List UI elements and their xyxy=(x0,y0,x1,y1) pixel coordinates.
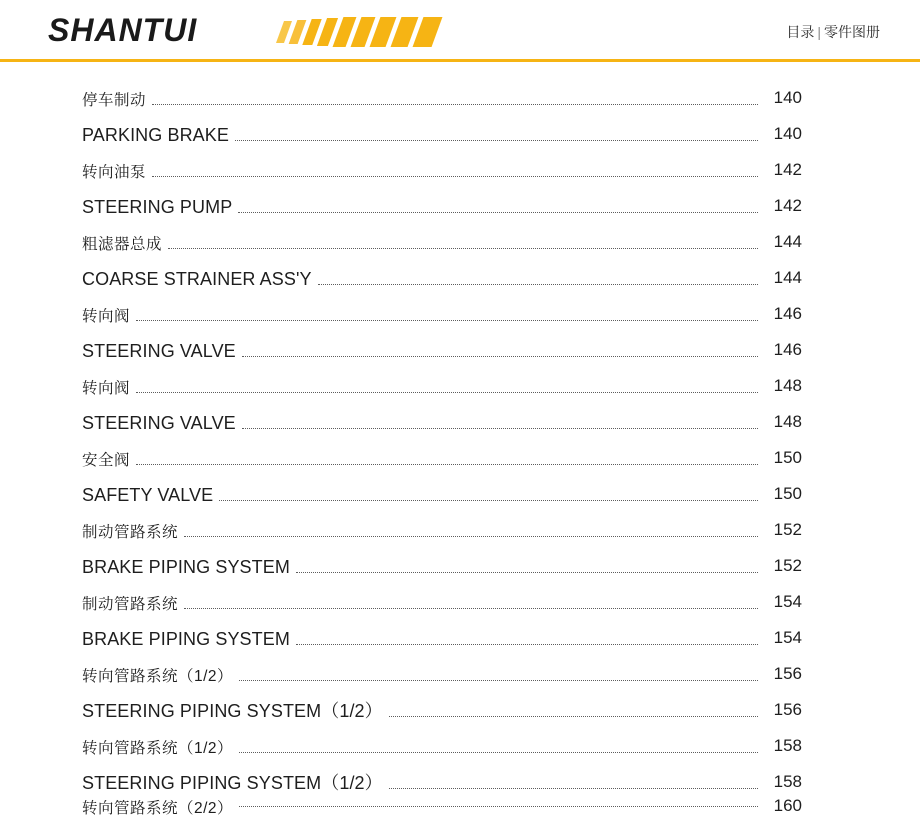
toc-entry-title: 转向油泵 xyxy=(82,163,147,181)
toc-entry[interactable] xyxy=(0,474,920,510)
toc-entry-title: 转向管路系统（2/2） xyxy=(82,799,234,817)
header-breadcrumb xyxy=(786,22,880,42)
toc-entry[interactable] xyxy=(0,222,920,258)
toc-entry[interactable] xyxy=(0,330,920,366)
toc-entry[interactable] xyxy=(0,726,920,762)
toc-entry-title: STEERING VALVE xyxy=(82,341,236,361)
toc-leader-dots xyxy=(242,428,758,429)
toc-entry[interactable] xyxy=(0,438,920,474)
toc-entry[interactable] xyxy=(0,294,920,330)
decorative-stripes xyxy=(280,17,550,47)
toc-entry-title: SAFETY VALVE xyxy=(82,485,214,505)
toc-entry[interactable] xyxy=(0,258,920,294)
toc-leader-dots xyxy=(152,104,758,105)
toc-entry-title: STEERING PIPING SYSTEM（1/2） xyxy=(82,701,383,721)
toc-entry[interactable] xyxy=(0,762,920,798)
toc-leader-dots xyxy=(219,500,758,501)
toc-entry-page-number: 148 xyxy=(773,412,802,431)
toc-entry[interactable] xyxy=(0,618,920,654)
toc-entry-title: STEERING VALVE xyxy=(82,413,236,433)
toc-entry-page-number: 146 xyxy=(773,304,802,323)
toc-entry[interactable] xyxy=(0,78,920,114)
toc-entry-title: 制动管路系统 xyxy=(82,595,179,613)
toc-entry-page-number: 160 xyxy=(773,796,802,815)
toc-leader-dots xyxy=(238,212,758,213)
toc-leader-dots xyxy=(239,752,758,753)
toc-entry[interactable] xyxy=(0,366,920,402)
toc-entry-page-number: 150 xyxy=(773,484,802,503)
toc-entry[interactable] xyxy=(0,690,920,726)
toc-entry[interactable] xyxy=(0,510,920,546)
toc-entry-page-number: 146 xyxy=(773,340,802,359)
toc-entry-page-number: 150 xyxy=(773,448,802,467)
toc-entry-title: BRAKE PIPING SYSTEM xyxy=(82,629,290,649)
toc-entry-page-number: 142 xyxy=(773,196,802,215)
toc-leader-dots xyxy=(168,248,758,249)
toc-entry-title: 转向管路系统（1/2） xyxy=(82,667,234,685)
toc-entry-page-number: 144 xyxy=(773,268,802,287)
toc-entry-title: STEERING PIPING SYSTEM（1/2） xyxy=(82,773,383,793)
toc-entry-page-number: 142 xyxy=(773,160,802,179)
breadcrumb-separator: | xyxy=(817,24,821,40)
toc-leader-dots xyxy=(136,392,758,393)
toc-entry-page-number: 156 xyxy=(773,700,802,719)
toc-leader-dots xyxy=(389,788,758,789)
toc-leader-dots xyxy=(239,806,758,807)
toc-entry-title: 转向阀 xyxy=(82,379,131,397)
toc-entry[interactable] xyxy=(0,186,920,222)
toc-entry-page-number: 152 xyxy=(773,520,802,539)
toc-entry-title: 粗滤器总成 xyxy=(82,235,163,253)
page-header xyxy=(0,0,920,62)
toc-entry-page-number: 158 xyxy=(773,736,802,755)
breadcrumb-catalog: 目录 xyxy=(786,24,815,40)
toc-leader-dots xyxy=(152,176,758,177)
toc-entry-title: STEERING PUMP xyxy=(82,197,233,217)
toc-entry-title: PARKING BRAKE xyxy=(82,125,230,145)
toc-entry[interactable] xyxy=(0,114,920,150)
toc-leader-dots xyxy=(235,140,758,141)
toc-entry-page-number: 158 xyxy=(773,772,802,791)
toc-entry-page-number: 154 xyxy=(773,628,802,647)
toc-leader-dots xyxy=(184,536,758,537)
toc-entry[interactable] xyxy=(0,402,920,438)
toc-leader-dots xyxy=(296,572,758,573)
toc-leader-dots xyxy=(318,284,758,285)
toc-leader-dots xyxy=(136,320,758,321)
toc-leader-dots xyxy=(184,608,758,609)
toc-entry[interactable] xyxy=(0,546,920,582)
toc-entry-page-number: 156 xyxy=(773,664,802,683)
toc-leader-dots xyxy=(136,464,758,465)
table-of-contents xyxy=(0,62,920,816)
toc-leader-dots xyxy=(239,680,758,681)
toc-entry-page-number: 140 xyxy=(773,88,802,107)
toc-entry-title: 安全阀 xyxy=(82,451,131,469)
toc-leader-dots xyxy=(296,644,758,645)
toc-leader-dots xyxy=(389,716,758,717)
toc-entry-page-number: 148 xyxy=(773,376,802,395)
toc-entry[interactable] xyxy=(0,150,920,186)
toc-entry-title: COARSE STRAINER ASS'Y xyxy=(82,269,312,289)
toc-entry-title: 转向阀 xyxy=(82,307,131,325)
toc-entry-title: 停车制动 xyxy=(82,91,147,109)
toc-entry-title: BRAKE PIPING SYSTEM xyxy=(82,557,290,577)
toc-entry-title: 转向管路系统（1/2） xyxy=(82,739,234,757)
toc-entry-page-number: 144 xyxy=(773,232,802,251)
toc-entry-title: 制动管路系统 xyxy=(82,523,179,541)
breadcrumb-parts-manual: 零件图册 xyxy=(824,24,880,40)
brand-logo: SHANTUI xyxy=(48,12,198,48)
toc-entry-page-number: 140 xyxy=(773,124,802,143)
toc-entry[interactable] xyxy=(0,654,920,690)
toc-entry-page-number: 152 xyxy=(773,556,802,575)
toc-entry[interactable] xyxy=(0,582,920,618)
toc-entry-page-number: 154 xyxy=(773,592,802,611)
toc-entry[interactable] xyxy=(0,798,920,816)
toc-leader-dots xyxy=(242,356,758,357)
stripe-icon xyxy=(413,17,443,47)
